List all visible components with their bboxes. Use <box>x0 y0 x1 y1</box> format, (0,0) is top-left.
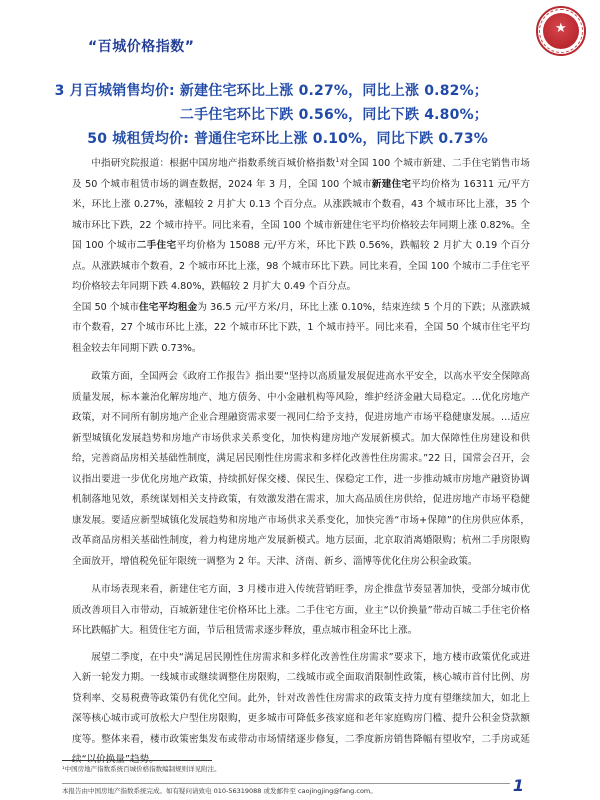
paragraph-rent <box>72 298 530 360</box>
star-icon: ★ <box>555 21 567 36</box>
article-body <box>72 154 530 771</box>
bold-term: 住宅平均租金 <box>139 301 198 313</box>
bold-term: 新建住宅 <box>371 178 412 190</box>
footnote-divider <box>62 760 212 761</box>
bold-term: 二手住宅 <box>136 240 177 251</box>
text: 平均价格为 15088 元/平方米，环比下跌 0.56%，跌幅较 2 月扩大 0.19 个百分点。从涨跌城市个数看，2 个城市环比上涨，98 个城市环比下跌。同比来看，全国 100 个城市二手住宅平均价格较去年同期下跌 4.80%，跌幅较 2 月扩大 0.49 个百分点。 <box>72 240 530 292</box>
paragraph-market: 从市场表现来看，新建住宅方面，3 月楼市进入传统营销旺季，房企推盘节奏显著加快，受部分城市优质改善项目入市带动，百城新建住宅价格环比上涨。二手住宅方面，业主“以价换量”带动百城二手住宅价格环比跌幅扩大。租赁住宅方面，节后租赁需求逐步释放，重点城市租金环比上涨。 <box>72 584 530 636</box>
footer-divider <box>62 783 510 784</box>
paragraph-prices <box>72 154 530 298</box>
text: 为 36.5 元/平方米/月，环比上涨 0.10%，结束连续 5 个月的下跌；从涨跌城市个数看，27 个城市环比上涨，22 个城市环比下跌，1 个城市持平。同比来看，全国 50 个城市住宅平均租金较去年同期下跌 0.73%。 <box>72 301 531 354</box>
headline-rental: 50 城租赁均价: 普通住宅环比上涨 0.10%，同比下跌 0.73% <box>87 131 488 147</box>
footer-note: 本报告由中国房地产指数系统完成。如有疑问请致电 010-56319088 或发邮件至 caojingjing@fang.com。 <box>62 787 377 795</box>
paragraph-policy: 政策方面，全国两会《政府工作报告》指出要“坚持以高质量发展促进高水平安全，以高水平安全保障高质量发展，标本兼治化解房地产、地方债务、中小金融机构等风险，维护经济金融大局稳定。…优化房地产政策，对不同所有制房地产企业合理融资需求要一视同仁给予支持，促进房地产市场平稳健康发展。…适应新型城镇化发展趋势和房地产市场供求关系变化，加快构建房地产发展新模式。加大保障性住房建设和供给，完善商品房相关基础性制度，满足居民刚性住房需求和多样化改善性住房需求。”22 日，国常会召开，会议指出要进一步优化房地产政策，持续抓好保交楼、保民生、保稳定工作，进一步推动城市房地产融资协调机制落地见效，系统谋划相关支持政策，有效激发潜在需求，加大高品质住房供给，促进房地产市场平稳健康发展。要适应新型城镇化发展趋势和房地产市场供求关系变化，加快完善“市场+保障”的住房供应体系，改革商品房相关基础性制度，着力构建房地产发展新模式。地方层面，北京取消离婚限购；杭州二手房限购全面放开，增值税免征年限统一调整为 2 年。天津、济南、新乡、淄博等优化住房公积金政策。 <box>72 371 530 567</box>
page-number: 1 <box>512 776 524 795</box>
seal-logo <box>536 6 586 56</box>
footnote: ¹中国房地产指数系统百城价格指数编制规则详见附注。 <box>62 765 221 773</box>
footnote-ref[interactable]: 1 <box>335 156 340 164</box>
headline-new-housing: 3 月百城销售均价: 新建住宅环比上涨 0.27%，同比上涨 0.82%； <box>54 83 488 99</box>
text: 对全国 100 个城市新建、二手住宅销售市场及 50 个城市租赁市场的调查数据，2024 年 3 月，全国 100 个城市 <box>72 158 530 190</box>
headline-second-hand: 二手住宅环比下跌 0.56%，同比下跌 4.80%； <box>179 107 488 123</box>
seal-center <box>543 13 579 49</box>
section-title: “百城价格指数” <box>88 39 195 55</box>
text: 全国 50 个城市 <box>72 301 140 313</box>
paragraph-outlook: 展望二季度，在中央“满足居民刚性住房需求和多样化改善性住房需求”要求下，地方楼市政策优化或进入新一轮发力期。一线城市或继续调整住房限购，二线城市或全面取消限制性政策，核心城市首付比例、房贷利率、交易税费等政策仍有优化空间。此外，针对改善性住房需求的政策支持力度有望继续加大，如北上深等核心城市或可放松大户型住房限购，更多城市可降低多孩家庭和老年家庭购房门槛、提升公积金贷款额度等。整体来看，楼市政策密集发布或带动市场情绪逐步修复，二季度新房销售降幅有望收窄，二手房或延 <box>72 651 530 745</box>
text: 平均价格为 16311 元/平方米，环比上涨 0.27%，涨幅较 2 月扩大 0.13 个百分点。从涨跌城市个数看，43 个城市环比上涨，35 个城市环比下跌，22 个城市持平。同比来看，全国 100 个城市新建住宅平均价格较去年同期上涨 0.82%。全国 100 个城市 <box>72 178 530 251</box>
text: 中指研究院报道：根据中国房地产指数系统百城价格指数 <box>91 158 336 169</box>
